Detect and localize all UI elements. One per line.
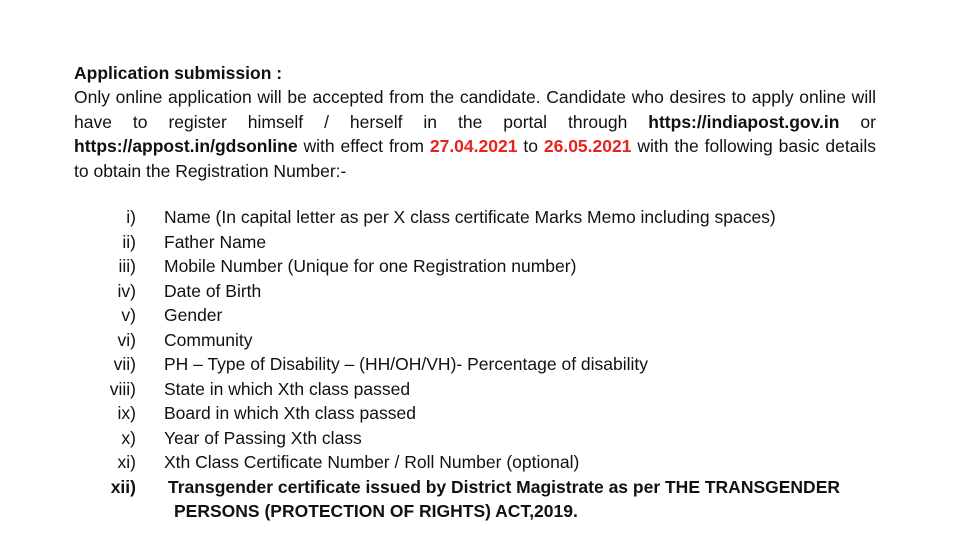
list-item-number: vii) [113,354,136,374]
intro-text-3: with effect from [297,136,430,156]
list-item-text: Gender [164,305,223,325]
list-item-number: xi) [117,452,136,472]
list-item-text: Year of Passing Xth class [164,427,362,448]
list-item [74,254,876,279]
list-item [74,401,876,426]
list-item [74,303,876,328]
list-item-number: ix) [117,403,136,423]
list-item [74,230,876,255]
list-item [74,352,876,377]
list-item-text: State in which Xth class passed [164,378,411,399]
list-item-number: vi) [117,329,136,350]
start-date: 27.04.2021 [429,136,518,156]
list-item-number: x) [121,427,136,448]
list-item-number: iii) [118,256,136,276]
list-item-number: v) [121,305,136,325]
list-item-number: xii) [110,476,136,497]
intro-text-1: Only online application will be accepted from the candidate. Candidate who desires to apply online will have to register himself / herself in the portal through [74,87,876,132]
list-item [74,450,876,475]
list-item-text: PH – Type of Disability – (HH/OH/VH)- Percentage of disability [164,354,649,374]
list-item [74,328,876,353]
list-item [74,475,876,524]
list-item-text: Father Name [164,231,267,252]
list-item-number: viii) [109,378,136,399]
portal-url-indiapost: https://indiapost.gov.in [648,111,840,132]
intro-paragraph [74,85,876,183]
list-item [74,377,876,402]
list-item [74,279,876,304]
intro-text-4: to [517,136,544,156]
list-item-text: Mobile Number (Unique for one Registration number) [164,256,577,276]
list-item-text: Community [164,329,253,350]
list-item-text: Date of Birth [164,280,262,301]
list-item [74,426,876,451]
list-item-number: i) [126,207,136,227]
list-item-text-continued: PERSONS (PROTECTION OF RIGHTS) ACT,2019. [174,501,578,521]
list-item [74,205,876,230]
list-item-number: ii) [122,231,136,252]
portal-url-appost: https://appost.in/gdsonline [74,136,298,156]
list-item-text: Name (In capital letter as per X class certificate Marks Memo including spaces) [164,207,776,227]
list-item-text: Transgender certificate issued by District Magistrate as per THE TRANSGENDER [168,476,840,497]
document-page [74,61,876,521]
list-item-text: Xth Class Certificate Number / Roll Number (optional) [164,452,580,472]
end-date: 26.05.2021 [543,136,632,156]
intro-text-2: or [839,111,876,132]
intro-text-5: with the following basic details to obtain the Registration Number:- [74,136,876,181]
section-heading: Application submission : [74,63,283,83]
list-item-number: iv) [117,280,136,301]
registration-details-list [74,205,876,524]
list-item-text: Board in which Xth class passed [164,403,416,423]
